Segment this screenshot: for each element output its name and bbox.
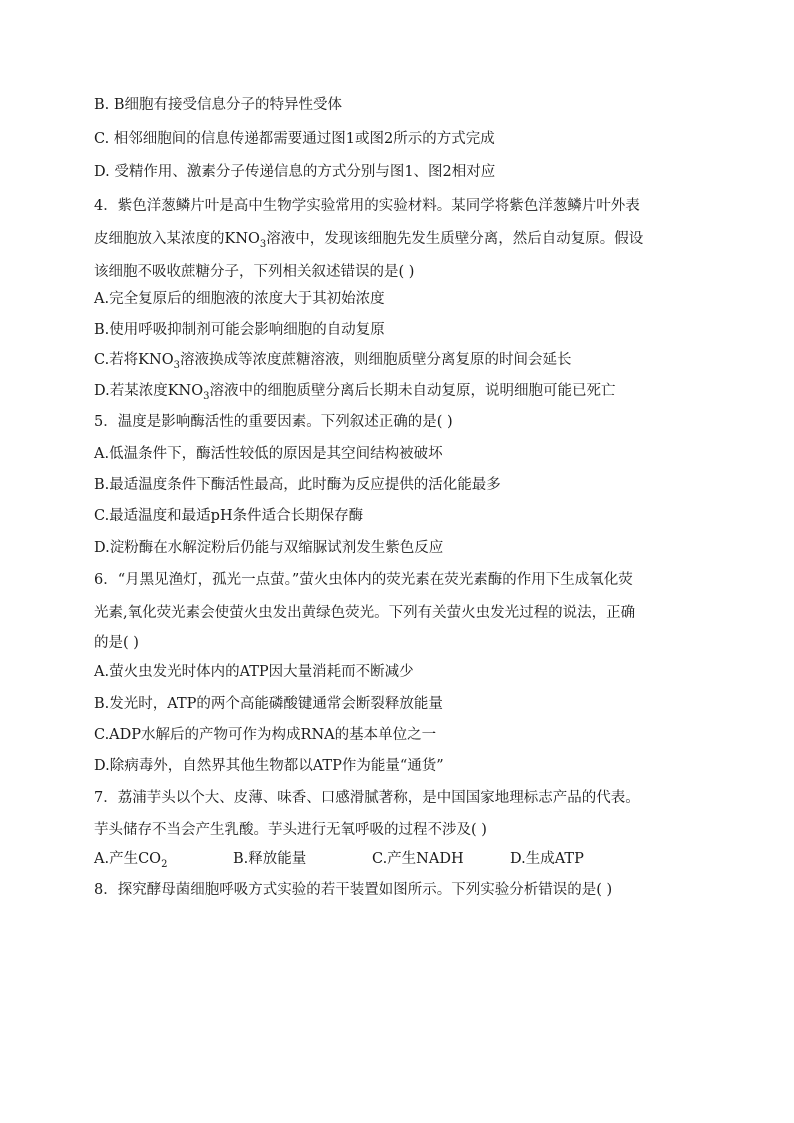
q4-option-c — [94, 350, 734, 370]
q6-stem-line3: 的是( ) — [94, 635, 139, 651]
q6-option-a: A.萤火虫发光时体内的ATP因大量消耗而不断减少 — [94, 664, 414, 680]
q6-stem-line1: 6．“月黑见渔灯，孤光一点萤。”萤火虫体内的荧光素在荧光素酶的作用下生成氧化荧 — [94, 572, 633, 588]
q4-option-a: A.完全复原后的细胞液的浓度大于其初始浓度 — [94, 291, 385, 307]
q5-option-d: D.淀粉酶在水解淀粉后仍能与双缩脲试剂发生紫色反应 — [94, 540, 444, 556]
q4-stem-line1: 4．紫色洋葱鳞片叶是高中生物学实验常用的实验材料。某同学将紫色洋葱鳞片叶外表 — [94, 198, 640, 214]
q3-option-c: C. 相邻细胞间的信息传递都需要通过图1或图2所示的方式完成 — [94, 131, 495, 147]
q4-stem-line2-part1: 皮细胞放入某浓度的KNO — [94, 231, 260, 247]
q4-option-d — [94, 381, 734, 401]
q4-stem-line2 — [94, 229, 734, 249]
q7-option-c: C.产生NADH — [372, 851, 464, 867]
q4-option-d-part1: D.若某浓度KNO — [94, 383, 204, 399]
q5-option-b: B.最适温度条件下酶活性最高，此时酶为反应提供的活化能最多 — [94, 477, 501, 493]
q6-option-b: B.发光时，ATP的两个高能磷酸键通常会断裂释放能量 — [94, 696, 443, 712]
q5-option-c: C.最适温度和最适pH条件适合长期保存酶 — [94, 508, 364, 524]
subscript: 3 — [259, 238, 267, 250]
subscript: 3 — [173, 359, 180, 371]
q8-stem: 8．探究酵母菌细胞呼吸方式实验的若干装置如图所示。下列实验分析错误的是( ) — [94, 882, 613, 898]
q7-option-d: D.生成ATP — [510, 851, 584, 867]
q4-stem-line3: 该细胞不吸收蔗糖分子，下列相关叙述错误的是( ) — [94, 264, 415, 280]
subscript: 2 — [161, 858, 168, 870]
q4-option-d-part2: 溶液中的细胞质壁分离后长期未自动复原，说明细胞可能已死亡 — [209, 383, 616, 399]
q7-stem-line2: 芋头储存不当会产生乳酸。芋头进行无氧呼吸的过程不涉及( ) — [94, 822, 487, 838]
q7-options-row — [94, 849, 734, 869]
q7-stem-line1: 7．荔浦芋头以个大、皮薄、味香、口感滑腻著称，是中国国家地理标志产品的代表。 — [94, 790, 640, 806]
q4-option-b: B.使用呼吸抑制剂可能会影响细胞的自动复原 — [94, 322, 385, 338]
q3-option-b: B. B细胞有接受信息分子的特异性受体 — [94, 97, 343, 113]
q3-option-d: D. 受精作用、激素分子传递信息的方式分别与图1、图2相对应 — [94, 164, 496, 180]
q7-option-a — [94, 849, 167, 869]
q7-option-a-text: A.产生CO — [94, 851, 162, 867]
q5-option-a: A.低温条件下，酶活性较低的原因是其空间结构被破坏 — [94, 446, 443, 462]
q4-option-c-part2: 溶液换成等浓度蔗糖溶液，则细胞质壁分离复原的时间会延长 — [179, 352, 572, 368]
q6-option-c: C.ADP水解后的产物可作为构成RNA的基本单位之一 — [94, 727, 437, 743]
q4-stem-line2-part2: 溶液中，发现该细胞先发生质壁分离，然后自动复原。假设 — [266, 231, 644, 247]
q7-option-b: B.释放能量 — [233, 851, 307, 867]
subscript: 3 — [203, 390, 210, 402]
q6-stem-line2: 光素,氧化荧光素会使萤火虫发出黄绿色荧光。下列有关萤火虫发光过程的说法，正确 — [94, 605, 636, 621]
q6-option-d: D.除病毒外，自然界其他生物都以ATP作为能量“通货” — [94, 758, 444, 774]
q5-stem: 5．温度是影响酶活性的重要因素。下列叙述正确的是( ) — [94, 414, 453, 430]
q4-option-c-part1: C.若将KNO — [94, 352, 174, 368]
